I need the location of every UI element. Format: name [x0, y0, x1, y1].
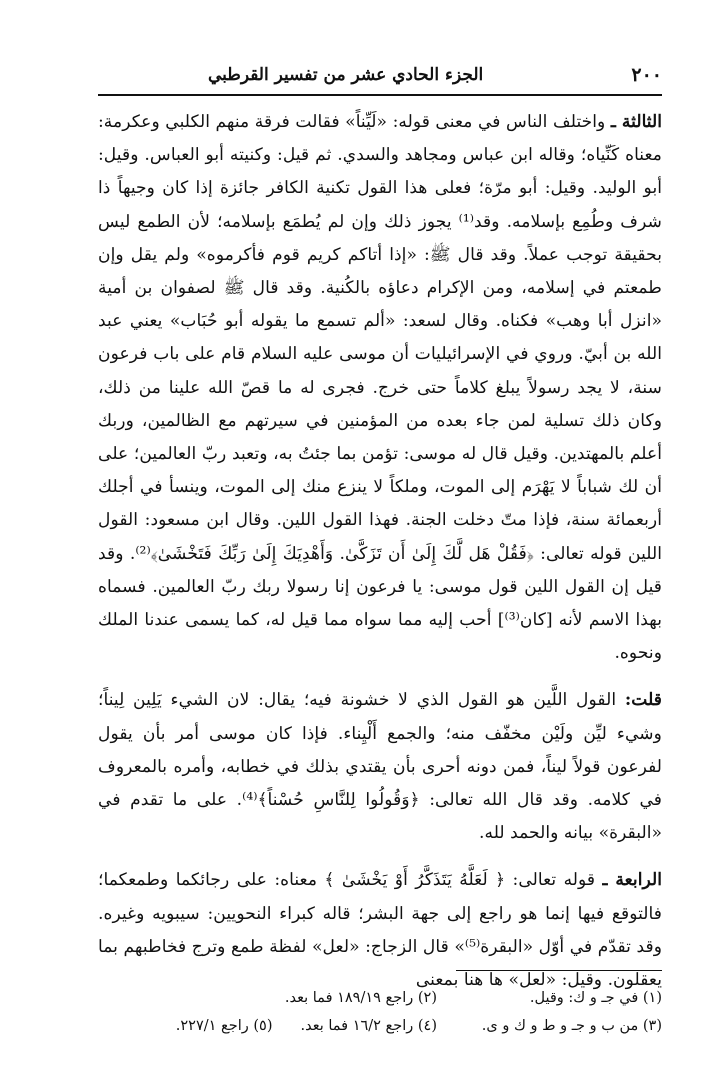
footnotes [98, 984, 662, 1040]
footnote-row [98, 1012, 662, 1040]
header-divider [98, 94, 662, 96]
footnote-group [98, 1012, 447, 1040]
paragraph-text: قوله تعالى: ﴿ لَعَلَّهُ يَتَذَكَّرُ أَوْ يَخْشَىٰ ﴾ معناه: على رجائكما وطمعكما؛ فالتوقع فيها إنما هو راجع إلى جهة البشر؛ قاله كبراء النحويين: سيبويه وغيره. وقد تقدّم في أوّل «البقرة⁽⁵⁾» قال الزجاج: «لعل» لفظة طمع وترج فخاطبهم بما يعقلون. وقيل: «لعل» ها هنا بمعنى [98, 870, 663, 991]
main-text [98, 106, 662, 997]
footnote-divider [456, 970, 662, 971]
paragraph-lead: الرابعة ـ [602, 870, 662, 891]
footnote-1: (١) في جـ و ك: وقيل. [529, 990, 662, 1006]
footnote-3: (٣) من ب و جـ و ط و ك و ى. [481, 1018, 662, 1034]
footnote-4: (٤) راجع ١٦/٢ فما بعد. [300, 1018, 437, 1034]
paragraph-lead: قلت: [624, 690, 662, 711]
paragraph-fourth-issue [98, 864, 662, 997]
paragraph-third-issue [98, 106, 662, 670]
page-number: ٢٠٠ [631, 64, 662, 86]
paragraph-commentary [98, 684, 662, 850]
page-header [98, 58, 662, 92]
paragraph-lead: الثالثة ـ [610, 112, 663, 132]
paragraph-text: القول اللَّين هو القول الذي لا خشونة فيه؛ يقال: لان الشيء يَلِين لِيناً؛ وشيء ليِّن ولَيْن مخفّف منه؛ والجمع أَلْيِناء. فإذا كان موسى أمر بأن يقول لفرعون قولاً ليناً، فمن دونه أحرى بأن يقتدي بذلك في خطابه، وأمره بالمعروف في كلامه. وقد قال الله تعالى: ﴿وَقُولُوا لِلنَّاسِ حُسْناً﴾⁽⁴⁾. على ما تقدم في «البقرة» بيانه والحمد لله. [98, 690, 662, 844]
paragraph-text: واختلف الناس في معنى قوله: «لَيِّناً» فقالت فرقة منهم الكلبي وعكرمة: معناه كَنِّياه؛ وقاله ابن عباس ومجاهد والسدي. ثم قيل: وكنيته أبو العباس. وقيل: أبو الوليد. وقيل: أبو مرّة؛ فعلى هذا القول تكنية الكافر جائزة إذا كان وجيهاً ذا شرف وطُمِع بإسلامه. وقد⁽¹⁾ يجوز ذلك وإن لم يُطمَع بإسلامه؛ لأن الطمع ليس بحقيقة توجب عملاً. وقد قال ﷺ: «إذا أتاكم كريم قوم فأكرموه» ولم يقل وإن طمعتم في إسلامه، ومن الإكرام دعاؤه بالكُنية. وقد قال ﷺ لصفوان بن أمية «انزل أبا وهب» فكناه. وقال لسعد: «ألم تسمع ما يقوله أبو حُبَاب» يعني عبد الله بن أبيّ. وروي في الإسرائيليات أن موسى عليه السلام قام على باب فرعون سنة، لا يجد رسولاً يبلغ كلاماً حتى خرج. فجرى له ما قصّ الله علينا من ذلك، وكان ذلك تسلية لمن جاء بعده من المؤمنين في سيرتهم مع الظالمين، وربك أعلم بالمهتدين. وقيل قال له موسى: تؤمن بما جئتُ به، وتعبد ربّ العالمين؛ على أن لك شباباً لا يَهْرَم إلى الموت، وملكاً لا ينزع منك إلى الموت، وينسأ في أجلك أربعمائة سنة، فإذا متّ دخلت الجنة. فهذا القول اللين. وقال ابن مسعود: القول اللين قوله تعالى: ﴿فَقُلْ هَل لَّكَ إِلَىٰ أَن تَزَكَّىٰ. وَأَهْدِيَكَ إِلَىٰ رَبِّكَ فَتَخْشَىٰ﴾⁽²⁾. وقد قيل إن القول اللين قول موسى: يا فرعون إنا رسولا ربك ربّ العالمين. فسماه بهذا الاسم لأنه [كان⁽³⁾] أحب إليه مما سواه مما قيل له، كما يسمى عندنا الملك ونحوه. [98, 112, 663, 664]
footnote-5: (٥) راجع ٢٢٧/١. [175, 1018, 273, 1034]
running-title: الجزء الحادي عشر من تفسير القرطبي [208, 65, 484, 85]
footnote-row [98, 984, 662, 1012]
footnote-2: (٢) راجع ١٨٩/١٩ فما بعد. [284, 990, 437, 1006]
